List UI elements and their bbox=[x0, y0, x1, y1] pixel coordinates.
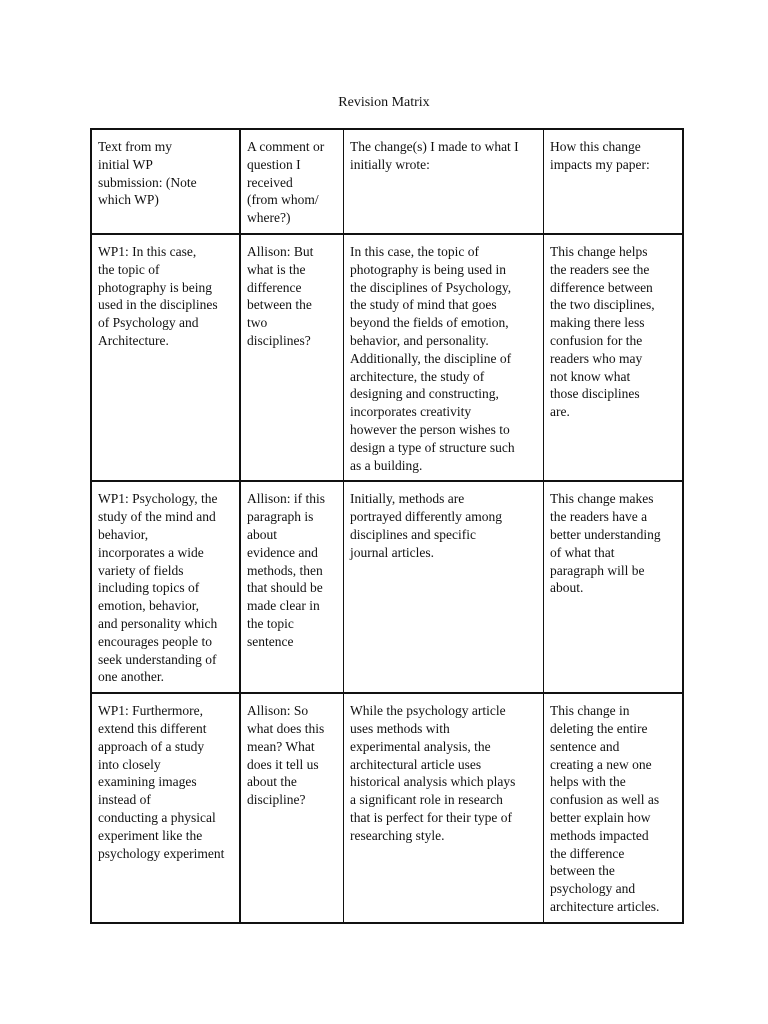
cell-change: Initially, methods are portrayed differently among disciplines and specific journal articles. bbox=[344, 481, 544, 693]
cell-change: While the psychology article uses methods with experimental analysis, the architectural article uses historical analysis which plays a significant role in research that is perfect for their type of researching style. bbox=[344, 693, 544, 923]
table-row bbox=[91, 693, 683, 923]
cell-comment: Allison: But what is the difference between the two disciplines? bbox=[240, 234, 344, 481]
table-row bbox=[91, 481, 683, 693]
cell-change: In this case, the topic of photography is being used in the disciplines of Psychology, the study of mind that goes beyond the fields of emotion, behavior, and personality. Additionally, the discipline of architecture, the study of designing and constructing, incorporates creativity however the person wishes to design a type of structure such as a building. bbox=[344, 234, 544, 481]
cell-impact: This change in deleting the entire sentence and creating a new one helps with the confusion as well as better explain how methods impacted the difference between the psychology and architecture articles. bbox=[544, 693, 684, 923]
header-cell-change: The change(s) I made to what I initially wrote: bbox=[344, 129, 544, 234]
table-row bbox=[91, 234, 683, 481]
header-cell-original-text: Text from my initial WP submission: (Note which WP) bbox=[91, 129, 240, 234]
cell-impact: This change helps the readers see the difference between the two disciplines, making there less confusion for the readers who may not know what those disciplines are. bbox=[544, 234, 684, 481]
cell-comment: Allison: So what does this mean? What does it tell us about the discipline? bbox=[240, 693, 344, 923]
table-header-row bbox=[91, 129, 683, 234]
cell-original-text: WP1: Psychology, the study of the mind and behavior, incorporates a wide variety of fields including topics of emotion, behavior, and personality which encourages people to seek understanding of one another. bbox=[91, 481, 240, 693]
cell-original-text: WP1: In this case, the topic of photography is being used in the disciplines of Psychology and Architecture. bbox=[91, 234, 240, 481]
revision-matrix-table bbox=[90, 128, 684, 924]
header-cell-impact: How this change impacts my paper: bbox=[544, 129, 684, 234]
page-title: Revision Matrix bbox=[338, 95, 430, 110]
cell-comment: Allison: if this paragraph is about evidence and methods, then that should be made clear in the topic sentence bbox=[240, 481, 344, 693]
header-cell-comment: A comment or question I received (from whom/ where?) bbox=[240, 129, 344, 234]
cell-original-text: WP1: Furthermore, extend this different approach of a study into closely examining images instead of conducting a physical experiment like the psychology experiment bbox=[91, 693, 240, 923]
cell-impact: This change makes the readers have a better understanding of what that paragraph will be about. bbox=[544, 481, 684, 693]
